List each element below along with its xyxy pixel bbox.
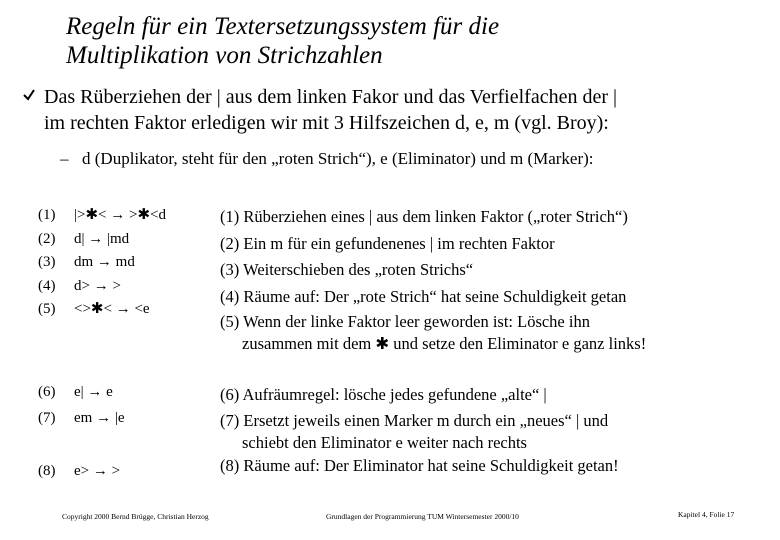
explanation-line: (4) Räume auf: Der „rote Strich“ hat seine Schuldigkeit getan [220,286,627,306]
slide-title-line-2: Multiplikation von Strichzahlen [66,42,383,69]
explanation-line: (6) Aufräumregel: lösche jedes gefundene „alte“ | [220,385,547,404]
rule-row [38,381,208,407]
rule-formula: |>✱< → >✱<d [74,207,166,223]
rule-formula: em → |e [74,410,125,426]
sub-bullet-dash: – [60,149,69,168]
rules-group-1 [38,204,208,322]
rule-row [38,298,208,322]
checkmark-bullet-icon [22,88,36,102]
rule-number: (1) [38,207,56,223]
rule-row [38,460,208,486]
rule-row [38,204,208,228]
rule-row [38,407,208,433]
rule-formula: e| → e [74,384,113,400]
explanation-line: (3) Weiterschieben des „roten Strichs“ [220,260,474,279]
footer-page-number: Kapitel 4, Folie 17 [678,510,735,519]
rule-number: (2) [38,230,56,247]
rule-number: (8) [38,463,56,479]
explanation-line: (5) Wenn der linke Faktor leer geworden ist: Lösche ihn [220,312,590,331]
rule-number: (7) [38,410,56,426]
sub-bullet-text: d (Duplikator, steht für den „roten Strich“), e (Eliminator) und m (Marker): [82,149,594,168]
explanation-line: (7) Ersetzt jeweils einen Marker m durch ein „neues“ | und [220,411,609,430]
rule-number: (6) [38,384,56,400]
explanations-group-2 [220,381,770,479]
explanations-group-1 [220,204,770,354]
main-bullet-line-1: Das Rüberziehen der | aus dem linken Fakor und das Verfielfachen der | [44,86,617,108]
rule-number: (5) [38,301,56,317]
explanation-line-continuation: schiebt den Eliminator e weiter nach rechts [242,433,527,452]
rule-formula: <>✱< → <e [74,301,150,317]
explanation-line: (8) Räume auf: Der Eliminator hat seine Schuldigkeit getan! [220,456,619,475]
rule-row [38,275,208,299]
main-bullet-line-2: im rechten Faktor erledigen wir mit 3 Hilfszeichen d, e, m (vgl. Broy): [44,112,609,134]
rule-formula: e> → > [74,463,121,479]
slide-title [66,12,756,70]
rule-formula: d> → > [74,277,121,294]
footer-course: Grundlagen der Programmierung TUM Wintersemester 2000/10 [326,512,519,521]
sub-bullet [60,148,760,170]
rule-row [38,251,208,275]
main-bullet-text [44,84,764,136]
rules-group-2 [38,381,208,486]
footer-copyright: Copyright 2000 Bernd Brügge, Christian Herzog [62,512,209,521]
explanation-line-continuation: zusammen mit dem ✱ und setze den Eliminator e ganz links! [242,334,647,353]
explanation-line: (2) Ein m für ein gefundenenes | im rechten Faktor [220,233,555,253]
explanation-line: (1) Rüberziehen eines | aus dem linken Faktor („roter Strich“) [220,207,628,226]
rule-formula: d| → |md [74,230,130,247]
slide-title-line-1: Regeln für ein Textersetzungssystem für die [66,13,500,40]
rule-row [38,228,208,252]
rule-number: (4) [38,277,56,294]
rule-number: (3) [38,254,56,270]
rule-formula: dm → md [74,254,135,270]
